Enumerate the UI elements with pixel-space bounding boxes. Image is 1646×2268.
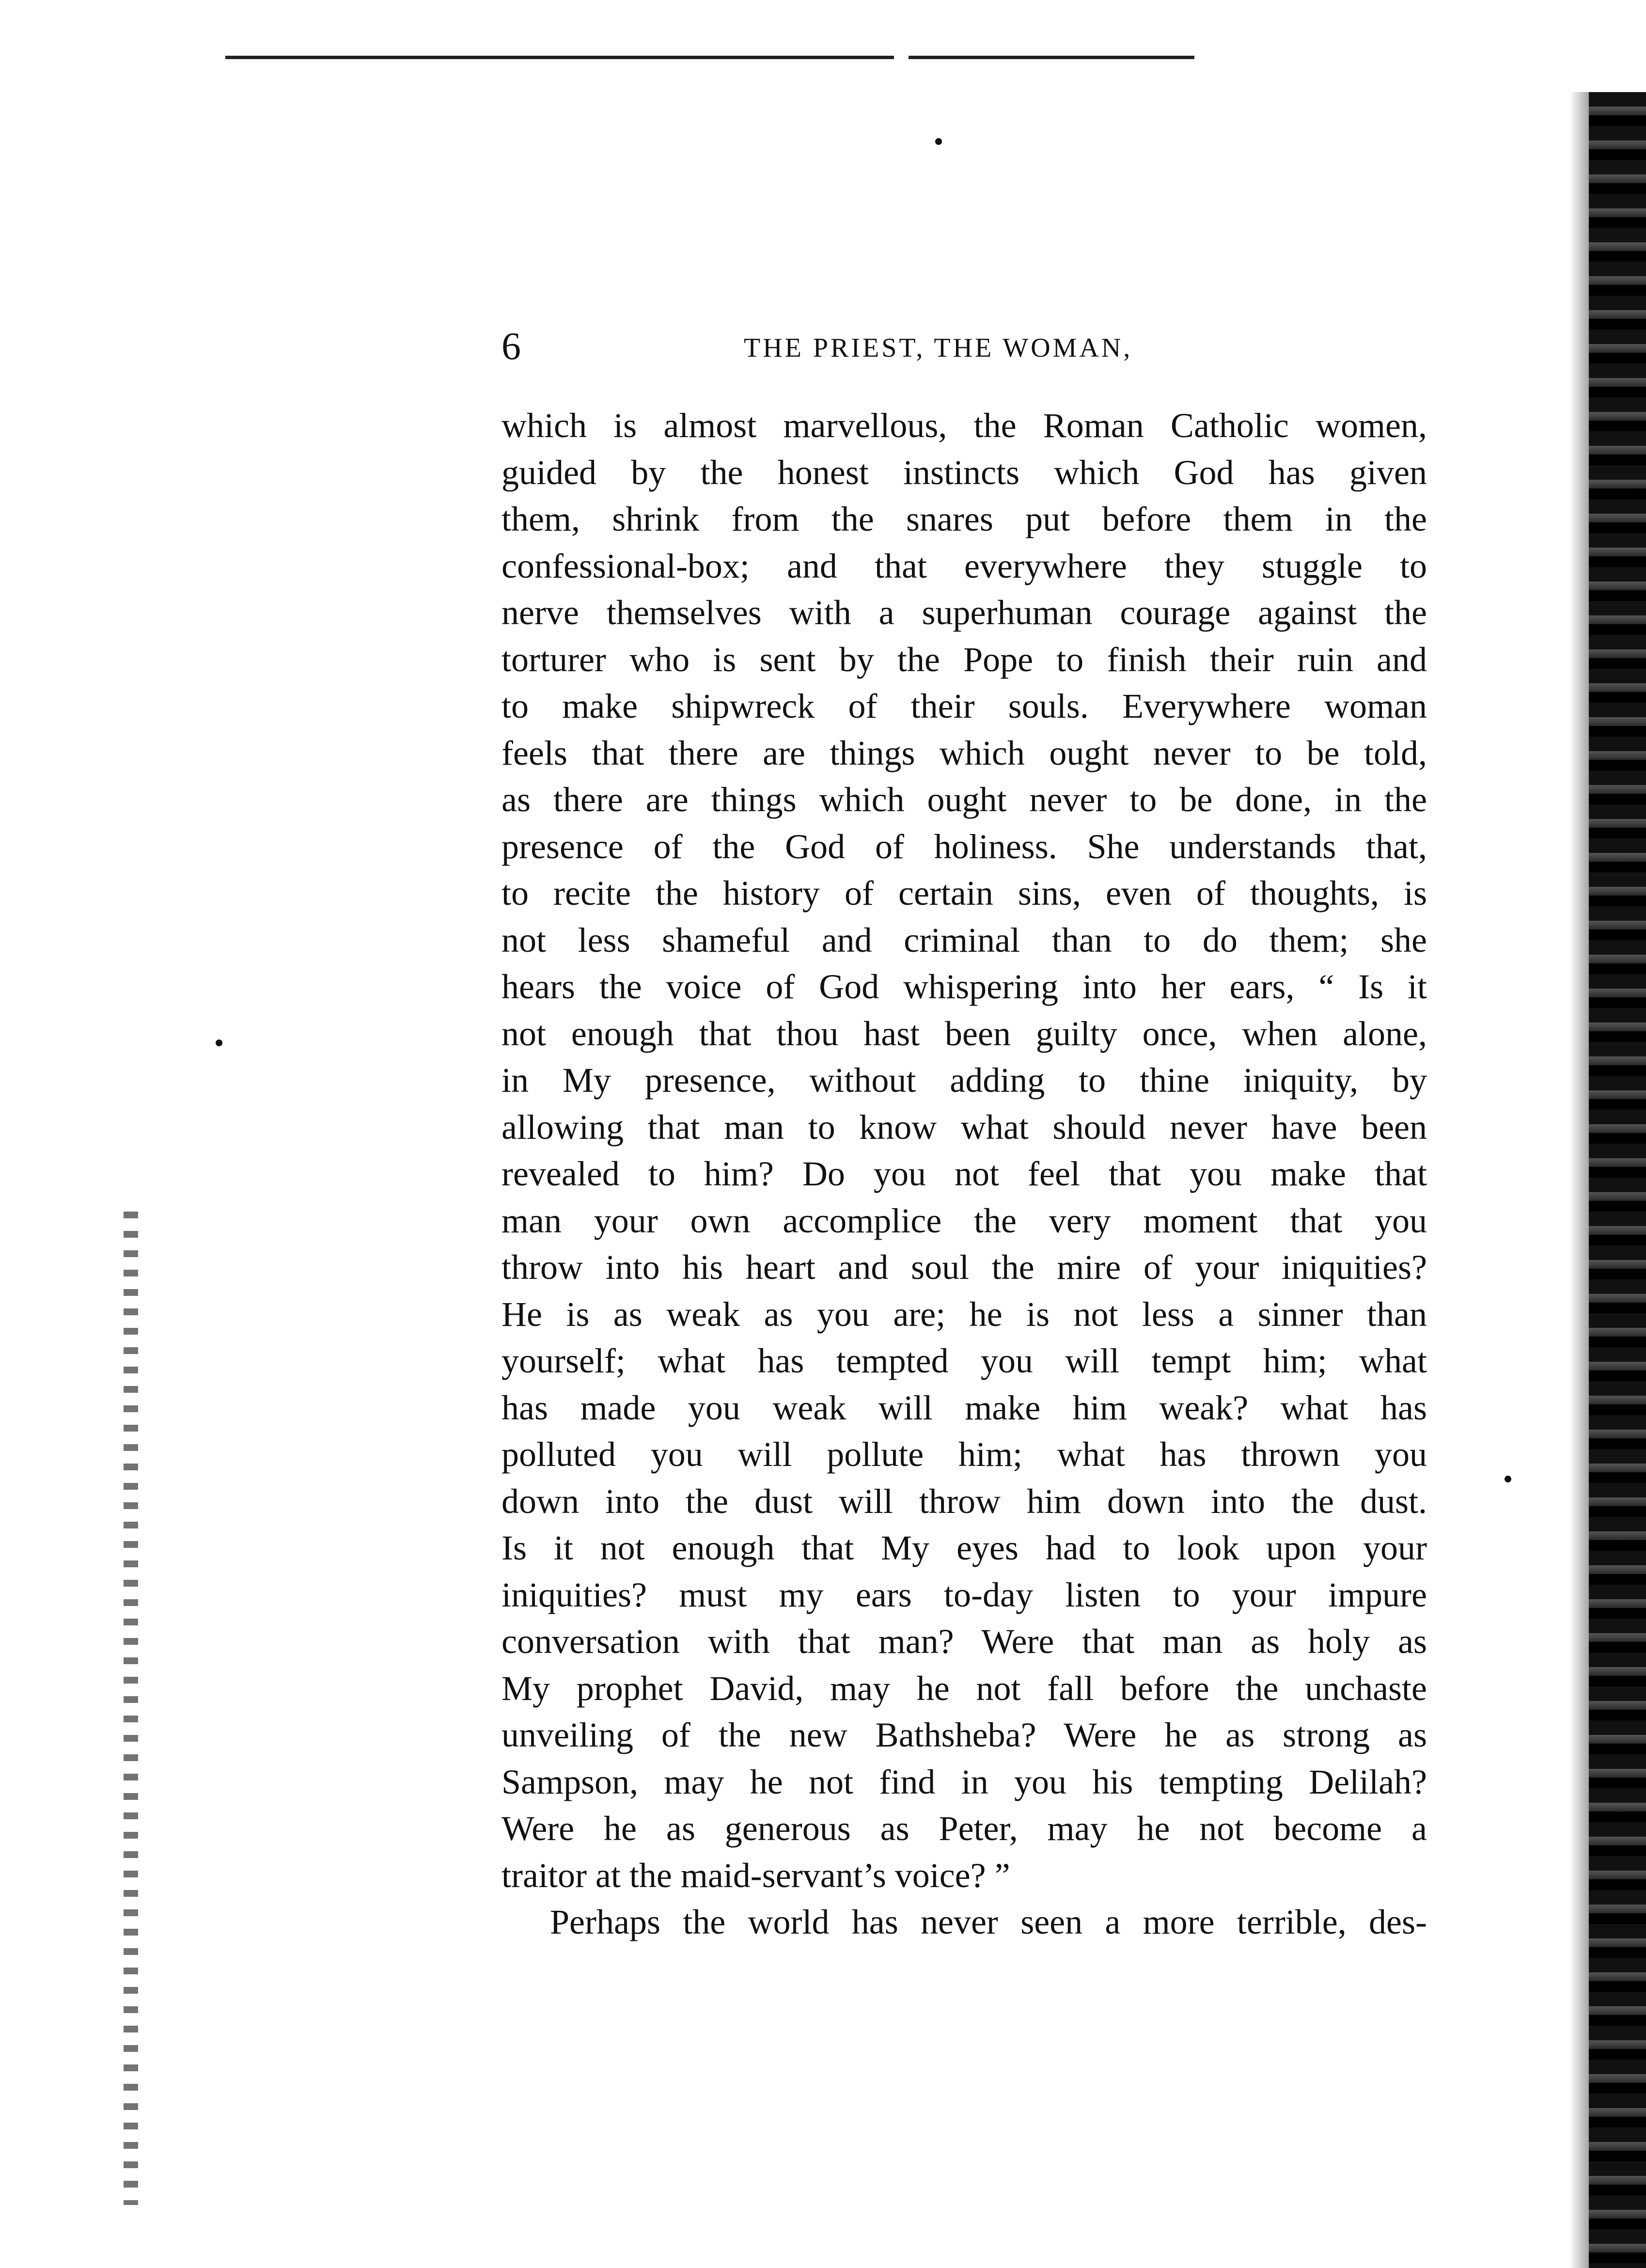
text-line: presence of the God of holiness. She understands that, — [502, 827, 1427, 866]
text-line: traitor at the maid-servant’s voice? ” — [502, 1856, 1010, 1895]
top-rule — [225, 56, 1194, 59]
text-line: Sampson, may he not find in you his tempting Delilah? — [502, 1762, 1427, 1801]
text-line: hears the voice of God whispering into her ears, “ Is it — [502, 967, 1427, 1006]
scan-speck — [935, 138, 942, 145]
body-text — [502, 402, 1427, 1946]
text-line: iniquities? must my ears to-day listen to your impure — [502, 1575, 1427, 1614]
text-line: allowing that man to know what should never have been — [502, 1107, 1427, 1147]
text-line: feels that there are things which ought never to be told, — [502, 733, 1427, 772]
text-line: nerve themselves with a superhuman courage against the — [502, 593, 1427, 632]
text-line: in My presence, without adding to thine iniquity, by — [502, 1061, 1427, 1100]
scan-speck — [1505, 1476, 1511, 1482]
text-line: throw into his heart and soul the mire of your iniquities? — [502, 1248, 1427, 1287]
paragraph-start-line: Perhaps the world has never seen a more terrible, des- — [550, 1903, 1427, 1941]
binding-edge — [1589, 92, 1646, 2268]
text-line: them, shrink from the snares put before them in the — [502, 500, 1427, 538]
top-rule-gap — [894, 52, 909, 62]
text-line: as there are things which ought never to be done, in the — [502, 780, 1427, 819]
text-line: which is almost marvellous, the Roman Catholic women, — [502, 406, 1427, 445]
text-line: polluted you will pollute him; what has thrown you — [502, 1435, 1427, 1474]
text-line: My prophet David, may he not fall before the unchaste — [502, 1669, 1427, 1708]
text-line: revealed to him? Do you not feel that you make that — [502, 1154, 1427, 1193]
text-line: torturer who is sent by the Pope to finish their ruin and — [502, 640, 1427, 679]
text-line: Were he as generous as Peter, may he not become a — [502, 1809, 1427, 1848]
scan-speck — [216, 1040, 222, 1046]
binding-shadow — [1569, 92, 1589, 2268]
text-line: down into the dust will throw him down into the dust. — [502, 1481, 1427, 1521]
text-line: not enough that thou hast been guilty once, when alone, — [502, 1014, 1427, 1053]
text-line: guided by the honest instincts which God has given — [502, 453, 1427, 492]
gutter-marks — [124, 1212, 138, 2205]
running-head — [502, 325, 1427, 368]
text-line: has made you weak will make him weak? what has — [502, 1388, 1427, 1427]
text-line: to recite the history of certain sins, even of thoughts, is — [502, 874, 1427, 913]
text-line: unveiling of the new Bathsheba? Were he as strong as — [502, 1716, 1427, 1754]
page-number: 6 — [502, 325, 521, 368]
running-title: THE PRIEST, THE WOMAN, — [744, 333, 1133, 363]
text-line: man your own accomplice the very moment that you — [502, 1201, 1427, 1240]
text-line: yourself; what has tempted you will tempt him; what — [502, 1341, 1427, 1380]
text-line: conversation with that man? Were that man as holy as — [502, 1622, 1427, 1661]
text-line: Is it not enough that My eyes had to look upon your — [502, 1528, 1427, 1567]
text-line: confessional-box; and that everywhere they stuggle to — [502, 546, 1427, 585]
text-line: to make shipwreck of their souls. Everywhere woman — [502, 687, 1427, 725]
text-line: not less shameful and criminal than to do them; she — [502, 920, 1427, 960]
text-line: He is as weak as you are; he is not less a sinner than — [502, 1294, 1427, 1334]
